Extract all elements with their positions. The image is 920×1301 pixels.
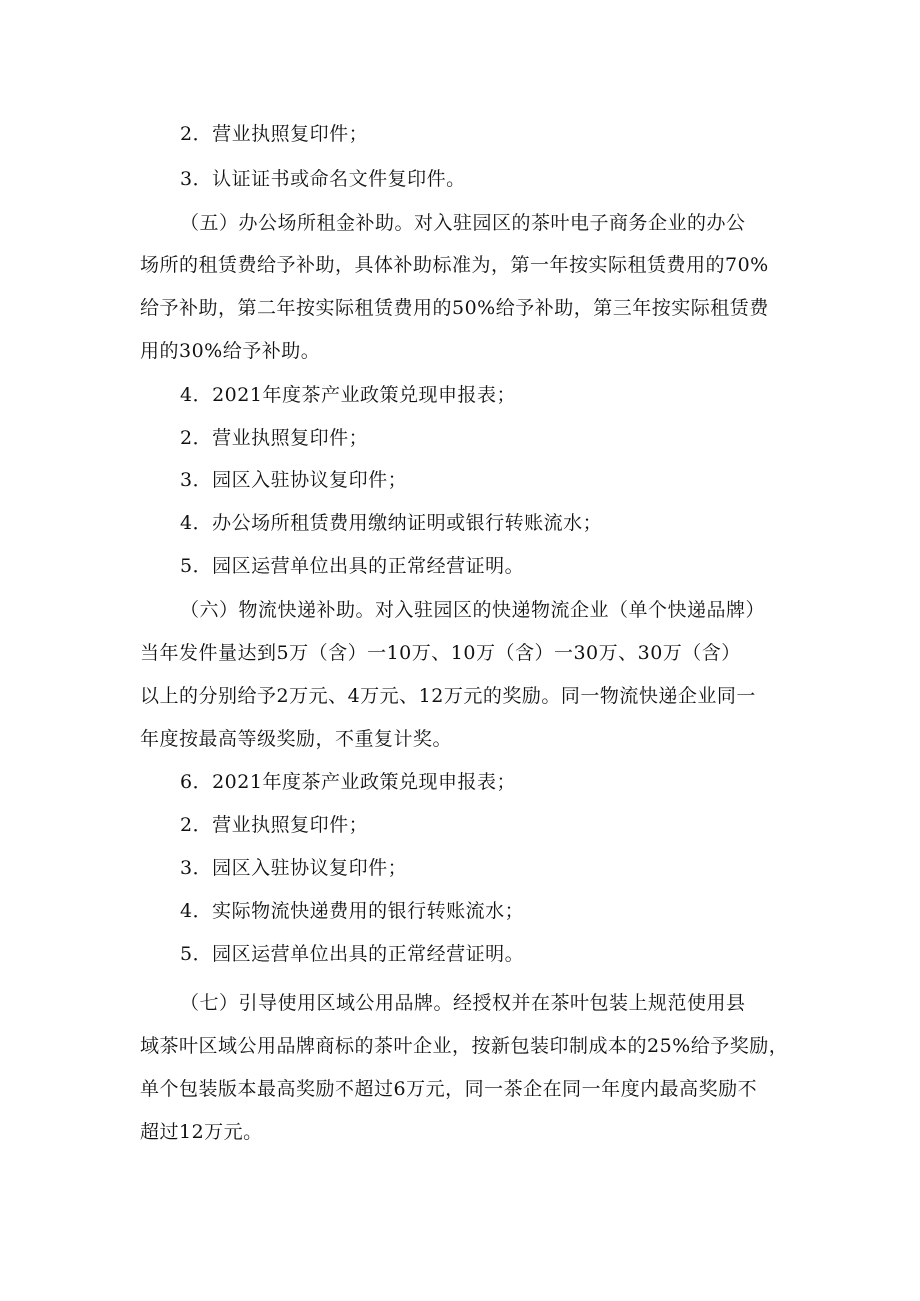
list-item: 5．园区运营单位出具的正常经营证明。 [180, 555, 525, 577]
paragraph-line: 用的30%给予补助。 [140, 340, 321, 362]
list-item: 2．营业执照复印件； [180, 814, 369, 836]
list-item: 2．营业执照复印件； [180, 123, 369, 145]
list-item: 2．营业执照复印件； [180, 427, 369, 449]
list-item: 3．园区入驻协议复印件； [180, 857, 408, 879]
list-item: 4．实际物流快递费用的银行转账流水； [180, 900, 525, 922]
paragraph-line: 域茶叶区域公用品牌商标的茶叶企业，按新包装印制成本的25%给予奖励， [140, 1035, 789, 1057]
list-item: 4．2021年度茶产业政策兑现申报表； [180, 384, 516, 406]
paragraph-line: 单个包装版本最高奖励不超过6万元，同一茶企在同一年度内最高奖励不 [140, 1078, 758, 1100]
paragraph-line: 超过12万元。 [140, 1121, 263, 1143]
paragraph-line: 年度按最高等级奖励，不重复计奖。 [140, 728, 453, 750]
paragraph-line: （五）办公场所租金补助。对入驻园区的茶叶电子商务企业的办公 [180, 212, 746, 234]
paragraph-line: 以上的分别给予2万元、4万元、12万元的奖励。同一物流快递企业同一 [140, 685, 756, 707]
paragraph-line: （六）物流快递补助。对入驻园区的快递物流企业（单个快递品牌） [180, 599, 766, 621]
list-item: 5．园区运营单位出具的正常经营证明。 [180, 943, 525, 965]
paragraph-line: （七）引导使用区域公用品牌。经授权并在茶叶包装上规范使用县 [180, 992, 746, 1014]
list-item: 3．园区入驻协议复印件； [180, 469, 408, 491]
list-item: 4．办公场所租赁费用缴纳证明或银行转账流水； [180, 512, 603, 534]
paragraph-line: 场所的租赁费给予补助，具体补助标准为，第一年按实际租赁费用的70% [140, 254, 769, 276]
paragraph-line: 给予补助，第二年按实际租赁费用的50%给予补助，第三年按实际租赁费 [140, 297, 769, 319]
list-item: 6．2021年度茶产业政策兑现申报表； [180, 771, 516, 793]
paragraph-line: 当年发件量达到5万（含）一10万、10万（含）一30万、30万（含） [140, 642, 741, 664]
list-item: 3．认证证书或命名文件复印件。 [180, 168, 466, 190]
